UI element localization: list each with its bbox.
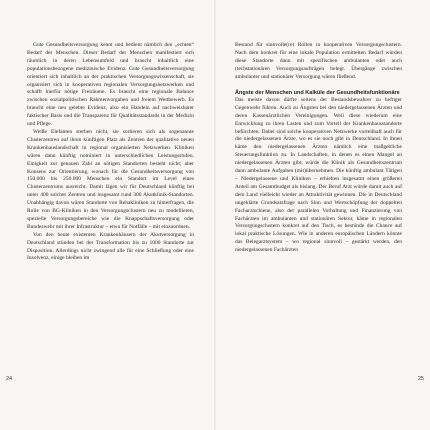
left-page-number: 24 xyxy=(6,376,13,382)
right-paragraph-2: Das meiste davon dürfte seitens der Bestandsbewahrer zu heftiger Gegenwehr führen. Auch zu Ängsten bei den niedergelassenen Ärzten und deren Kassenärztlichen Vereinigungen. Weil diese wiederum eine Entwicklung zu ihren Lasten und zum Vorteil der Krankenhausstandorte befürchten. Dabei sind solche kooperativen Netzwerke vorteilhaft auch für die niedergelassenen Ärzte, wo es sie noch gibt in Deutschland. In ihnen käme den niedergelassenen Ärzten nämlich eine maßgebliche Steuerungsfunktion zu. In Landschaften, in denen es einen Mangel an niedergelassenen Ärzten gibt, würde die Klinik als Gesundheitszentrum dann ambulante Aufgaben (mit)übernehmen. Die künftig ambulant Tätigen – Niedergelassene und Kliniken – erhielten insgesamt einen größeren Anteil am Gesamtbudget als bislang. Der Beruf Arzt würde damit auch auf dem Land vielleicht wieder an Attraktivität gewinnen. Die in Deutschland ungeklärte Grundsatzfrage nach Sinn und Wertschöpfung der doppelten Facharztschiene, also der parallelen Vorhaltung und Finanzierung von Fachärzten im ambulanten und stationären Sektor, käme in regionalen Versorgungsclustern konkret auf den Tisch, es bestünde die Chance auf lokal praktische Lösungen. Wie in anderen europäischen Ländern könnte das Belegarztsystem – wo regional sinnvoll – gestärkt werden, den niedergelassenen Fachärzten xyxy=(235,96,402,254)
left-page xyxy=(27,42,194,263)
left-paragraph-1: Gute Gesundheitsversorgung kennt und bedient nämlich den „echten“ Bedarf der Menschen. Dieser Bedarf der Menschen manifestiert sich räumlich in deren Lebensumfeld und braucht inhaltlich eine populationsbezogene medizinische Evidenz. Gute Gesundheitsversorgung orientiert sich inhaltlich an der praktischen Versorgungswissenschaft, sie organisiert sich in kooperativen regionalen Versorgungsnetzwerken und schafft hierfür nötige Freiräume. Es braucht eine regionale Balance zwischen sozialpolitischen Rahmenvorgaben und freiem Wettbewerb. Es braucht eine neu gelebte Evidenz, also ein Handeln auf nachweisbarer faktischer Basis und die Transparenz für Qualitätsstandards in der Medizin und Pflege. xyxy=(27,42,194,128)
section-heading: Ängste der Menschen und Kalküle der Gesundheitsfunktionäre xyxy=(235,89,400,96)
right-page xyxy=(235,42,402,255)
right-page-number: 25 xyxy=(417,376,424,382)
left-paragraph-3: Von den heute existenten Krankenhäusern der Akutversorgung in Deutschland stünden bei der Transformation bis zu 1000 Standorte zur Disposition. Allerdings nicht zwingend alle für eine Schließung oder eine Insolvenz, einige bleiben im xyxy=(27,231,194,262)
book-gutter xyxy=(214,0,216,430)
left-paragraph-2: Weiße Elefanten sterben nicht, sie sortieren sich als sogenannte Clusterzentren auf ihren künftigen Platz als Zentren der qualitative neuen Krankenhauslandschaft in regional organisierten Netzwerken. Kliniken wären dann künftig nominiert in unterschiedlichen Leistungsstufen. Einigkeit zur genauen Zahl an nötigen Standorten besteht nicht; aber Konsens zur Orientierung, wonach für die Gesundheitsversorgung von 150.000 bis 250.000 Menschen ein Standort im Level eines Clusterzentrums ausreicht. Damit lägen wir für Deutschland künftig bei unter 400 solcher Zentren und insgesamt rund 300 Akutklinik-Standorten. Unabhängig davon wären Standorte von Rehakliniken zu hinterfragen, die Rolle von BG-Kliniken in den Versorgungsclustern neu zu modellieren, spezielle Versorgungsbereiche wie die Knappschaftsversorgung oder Bundeswehr mit ihrer Infrastruktur – etwa für Notfälle – mit einzuordnen. xyxy=(27,128,194,230)
right-paragraph-1: Bestand für sinnvolle(re) Rollen in kooperativen Versorgungsclustern. Nach dem konkret für eine lokale Population ermittelten Bedarf würden diese Standorte dann mit spezifischen ambulanten oder auch (teil)stationären Versorgungsaufträgen belegt. Übergänge zwischen ambulanter und stationärer Versorgung wären fließend. xyxy=(235,42,402,80)
